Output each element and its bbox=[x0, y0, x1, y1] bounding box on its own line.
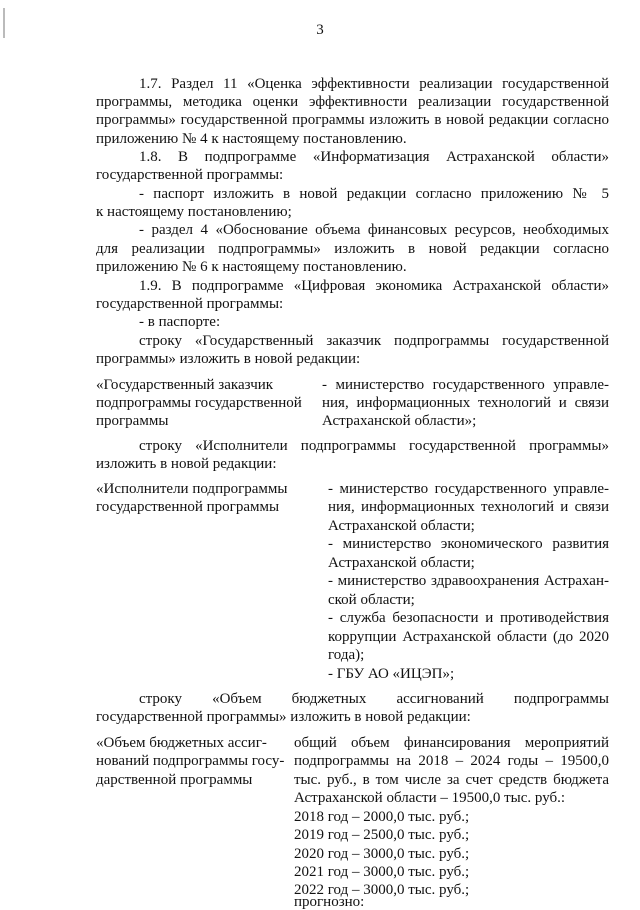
row1-left-3: программы bbox=[96, 413, 169, 429]
p17-line-2: программы, методика оценки эффективности реализации государственной bbox=[96, 94, 609, 110]
row3-right-4: Астраханской области – 19500,0 тыс. руб.: bbox=[294, 790, 566, 806]
p17-line-1: 1.7. Раздел 11 «Оценка эффективности реализации государственной bbox=[139, 76, 609, 92]
row3-left-1: «Объем бюджетных ассиг- bbox=[96, 735, 267, 751]
row2-left-2: государственной программы bbox=[96, 499, 280, 515]
row3-right-6: 2019 год – 2500,0 тыс. руб.; bbox=[294, 827, 470, 843]
p18-line-1: 1.8. В подпрограмме «Информатизация Астраханской области» bbox=[139, 149, 609, 165]
row1-left-1: «Государственный заказчик bbox=[96, 377, 274, 393]
row2-left-1: «Исполнители подпрограммы bbox=[96, 481, 288, 497]
vol-line-1: строку «Объем бюджетных ассигнований подпрограммы bbox=[139, 691, 609, 707]
p19-line-1: 1.9. В подпрограмме «Цифровая экономика Астраханской области» bbox=[139, 278, 609, 294]
row3-right-9: 2022 год – 3000,0 тыс. руб.; bbox=[294, 882, 470, 898]
row1-right-3: Астраханской области»; bbox=[322, 413, 477, 429]
row2-right-2: ния, информационных технологий и связи bbox=[328, 499, 609, 515]
row2-right-11: - ГБУ АО «ИЦЭП»; bbox=[328, 666, 455, 682]
exec-line-2: изложить в новой редакции: bbox=[96, 456, 277, 472]
p19-line-3: - в паспорте: bbox=[139, 314, 221, 330]
exec-line-1: строку «Исполнители подпрограммы государственной программы» bbox=[139, 438, 609, 454]
row2-right-10: года); bbox=[328, 647, 365, 663]
p18-line-7: приложению № 6 к настоящему постановлению. bbox=[96, 259, 407, 275]
row2-right-4: - министерство экономического развития bbox=[328, 536, 609, 552]
row3-right-3: тыс. руб., в том числе за счет средств бюджета bbox=[294, 772, 609, 788]
row2-right-9: коррупции Астраханской области (до 2020 bbox=[328, 629, 609, 645]
page-number: 3 bbox=[316, 22, 324, 38]
row3-right-8: 2021 год – 3000,0 тыс. руб.; bbox=[294, 864, 470, 880]
row2-right-5: Астраханской области; bbox=[328, 555, 475, 571]
p18-line-3: - паспорт изложить в новой редакции согласно приложению № 5 bbox=[139, 186, 609, 202]
p17-line-3: программы» государственной программы изложить в новой редакции согласно bbox=[96, 112, 609, 128]
row1-left-2: подпрограммы государственной bbox=[96, 395, 302, 411]
p18-line-4: к настоящему постановлению; bbox=[96, 204, 292, 220]
row1-right-2: ния, информационных технологий и связи bbox=[322, 395, 609, 411]
p19-line-5: программы» изложить в новой редакции: bbox=[96, 351, 361, 367]
p18-line-6: для реализации подпрограммы» изложить в новой редакции согласно bbox=[96, 241, 609, 257]
row3-left-3: дарственной программы bbox=[96, 772, 253, 788]
row2-right-7: ской области; bbox=[328, 592, 415, 608]
row3-left-2: нований подпрограммы госу- bbox=[96, 753, 285, 769]
row3-right-10: прогнозно: bbox=[294, 894, 365, 910]
row1-right-1: - министерство государственного управле- bbox=[322, 377, 609, 393]
row3-right-2: подпрограммы на 2018 – 2024 годы – 19500,0 bbox=[294, 753, 609, 769]
p18-line-2: государственной программы: bbox=[96, 167, 284, 183]
p17-line-4: приложению № 4 к настоящему постановлению. bbox=[96, 131, 407, 147]
row2-right-8: - служба безопасности и противодействия bbox=[328, 610, 609, 626]
p19-line-2: государственной программы: bbox=[96, 296, 284, 312]
row3-right-7: 2020 год – 3000,0 тыс. руб.; bbox=[294, 846, 470, 862]
row3-right-5: 2018 год – 2000,0 тыс. руб.; bbox=[294, 809, 470, 825]
row3-right-1: общий объем финансирования мероприятий bbox=[294, 735, 609, 751]
row2-right-3: Астраханской области; bbox=[328, 518, 475, 534]
vol-line-2: государственной программы» изложить в новой редакции: bbox=[96, 709, 471, 725]
p19-line-4: строку «Государственный заказчик подпрограммы государственной bbox=[139, 333, 609, 349]
row2-right-1: - министерство государственного управле- bbox=[328, 481, 609, 497]
p18-line-5: - раздел 4 «Обоснование объема финансовых ресурсов, необходимых bbox=[139, 222, 609, 238]
row2-right-6: - министерство здравоохранения Астрахан- bbox=[328, 573, 609, 589]
